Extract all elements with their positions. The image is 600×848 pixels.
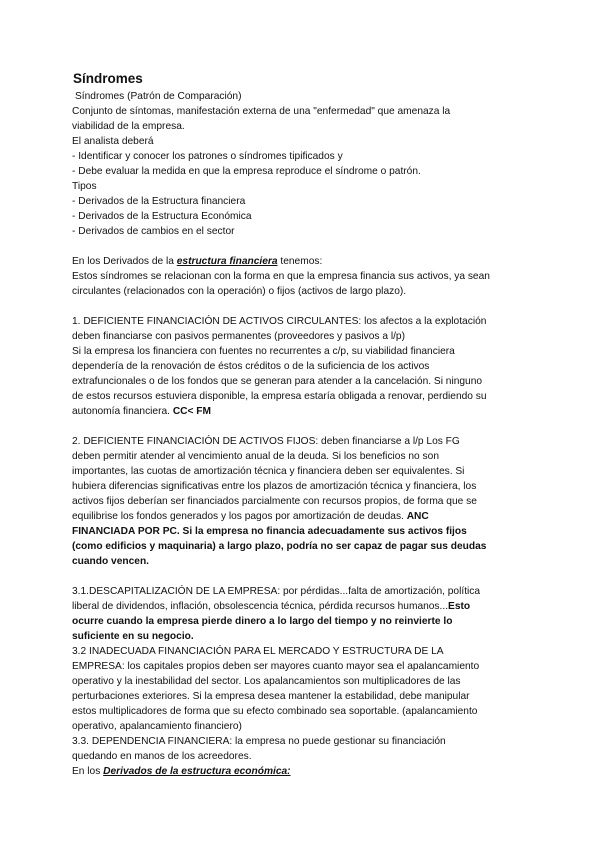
spacer <box>72 299 532 314</box>
list-item: - Derivados de la Estructura Económica <box>72 211 252 222</box>
paragraph-line: operativo, apalancamiento financiero) <box>72 721 242 732</box>
text: equilibrise los fondos generados y los pagos por amortización de deudas. <box>72 511 407 522</box>
bold-line: cuando vencen. <box>72 556 149 567</box>
list-item: - Derivados de la Estructura financiera <box>72 196 246 207</box>
paragraph-line <box>72 599 532 614</box>
paragraph-line: activos fijos deberían ser financiados parcialmente con recursos propios, de forma que se <box>72 496 477 507</box>
bold-line: (como edificios y maquinaria) a largo plazo, podría no ser capaz de pagar sus deudas <box>72 541 487 552</box>
paragraph-line: de estos recursos estuviera disponible, la empresa estaría obligada a renovar, perdiendo su <box>72 391 487 402</box>
text: tenemos: <box>277 256 323 267</box>
paragraph-line: Si la empresa los financiera con fuentes no recurrentes a c/p, su viabilidad financiera <box>72 346 455 357</box>
spacer <box>72 419 532 434</box>
bold-line: FINANCIADA POR PC. Si la empresa no financia adecuadamente sus activos fijos <box>72 526 467 537</box>
tipos-label: Tipos <box>72 181 97 192</box>
bold-line: suficiente en su negocio. <box>72 631 194 642</box>
paragraph-line: Estos síndromes se relacionan con la forma en que la empresa financia sus activos, ya sean <box>72 271 490 282</box>
bold-line: ocurre cuando la empresa pierde dinero a lo largo del tiempo y no reinvierte lo <box>72 616 453 627</box>
paragraph-line: deben permitir atender al vencimiento anual de la deuda. Si los beneficios no son <box>72 451 439 462</box>
estructura-economica-link[interactable]: Derivados de la estructura económica: <box>103 766 291 777</box>
formula-text: CC< FM <box>172 406 212 417</box>
section-heading: 3.1.DESCAPITALIZACIÓN DE LA EMPRESA: por pérdidas...falta de amortización, política <box>72 586 481 597</box>
page-title: Síndromes <box>73 71 143 86</box>
definition-line: viabilidad de la empresa. <box>72 121 185 132</box>
section-heading: 1. DEFICIENTE FINANCIACIÓN DE ACTIVOS CIRCULANTES: los afectos a la explotación <box>72 316 487 327</box>
spacer <box>72 569 532 584</box>
paragraph-line: quedando en manos de los acreedores. <box>72 751 252 762</box>
spacer <box>72 239 532 254</box>
document-body <box>72 70 532 779</box>
estructura-financiera-link[interactable]: estructura financiera <box>176 256 278 267</box>
paragraph-line: estos multiplicadores de forma que su efecto combinado sea soportable. (apalancamiento <box>72 706 478 717</box>
paragraph-line: operativo y la inestabilidad del sector. Los apalancamientos son multiplicadores de las <box>72 676 461 687</box>
paragraph-line: hubiera diferencias significativas entre los plazos de amortización técnica y financiera, los <box>72 481 477 492</box>
list-item: - Debe evaluar la medida en que la empresa reproduce el síndrome o patrón. <box>72 166 421 177</box>
paragraph-line: extrafuncionales o de los fondos que se generan para atender a la cancelación. Si ninguno <box>72 376 483 387</box>
paragraph-line: deben financiarse con pasivos permanentes (proveedores y pasivos a l/p) <box>72 331 405 342</box>
bold-text: ANC <box>406 511 429 522</box>
text: En los <box>72 766 104 777</box>
paragraph-line: dependería de la renovación de éstos créditos o de la suficiencia de los activos <box>72 361 430 372</box>
economica-heading <box>72 764 532 779</box>
analista-label: El analista deberá <box>72 136 154 147</box>
financiera-heading <box>72 254 532 269</box>
paragraph-line: perturbaciones exteriores. Si la empresa desea mantener la estabilidad, debe manipular <box>72 691 470 702</box>
section-heading: 3.3. DEPENDENCIA FINANCIERA: la empresa no puede gestionar su financiación <box>72 736 446 747</box>
bold-text: Esto <box>448 601 471 612</box>
list-item: - Identificar y conocer los patrones o síndromes tipificados y <box>72 151 343 162</box>
subtitle: Síndromes (Patrón de Comparación) <box>75 91 242 102</box>
definition-line: Conjunto de síntomas, manifestación externa de una "enfermedad" que amenaza la <box>72 106 451 117</box>
text: liberal de dividendos, inflación, obsolescencia técnica, pérdida recursos humanos... <box>72 601 449 612</box>
paragraph-line: circulantes (relacionados con la operación) o fijos (activos de largo plazo). <box>72 286 407 297</box>
text: autonomía financiera. <box>72 406 173 417</box>
section-heading: 3.2 INADECUADA FINANCIACIÓN PARA EL MERCADO Y ESTRUCTURA DE LA <box>72 646 444 657</box>
paragraph-line <box>72 509 532 524</box>
paragraph-line <box>72 404 532 419</box>
list-item: - Derivados de cambios en el sector <box>72 226 235 237</box>
section-heading: 2. DEFICIENTE FINANCIACIÓN DE ACTIVOS FIJOS: deben financiarse a l/p Los FG <box>72 436 460 447</box>
paragraph-line: importantes, las cuotas de amortización técnica y financiera deben ser equivalentes. Si <box>72 466 465 477</box>
paragraph-line: EMPRESA: los capitales propios deben ser mayores cuanto mayor sea el apalancamiento <box>72 661 480 672</box>
text: En los Derivados de la <box>72 256 177 267</box>
